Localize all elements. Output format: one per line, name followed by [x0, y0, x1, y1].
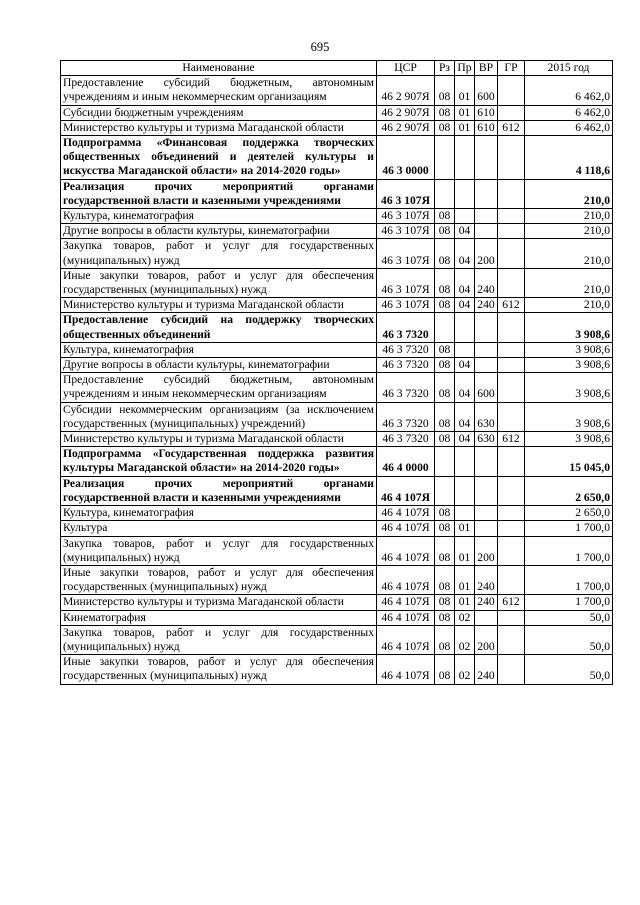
row-name	[61, 521, 377, 536]
row-gr	[498, 447, 525, 476]
row-csr: 46 4 107Я	[377, 521, 435, 536]
row-name-text: Подпрограмма «Государственная поддержка развития культуры Магаданской области» на 2014-2020 годы»	[63, 447, 374, 475]
row-pr: 01	[455, 76, 475, 105]
row-gr	[498, 313, 525, 342]
row-amount: 3 908,6	[525, 313, 613, 342]
row-rz: 08	[435, 224, 455, 239]
row-pr: 01	[455, 536, 475, 565]
row-name	[61, 342, 377, 357]
row-name-text: Министерство культуры и туризма Магаданской области	[63, 432, 344, 446]
table-row	[61, 342, 613, 357]
row-name-text: Культура, кинематография	[63, 209, 194, 223]
row-name-text: Министерство культуры и туризма Магаданской области	[63, 298, 344, 312]
row-name	[61, 268, 377, 297]
row-rz: 08	[435, 595, 455, 610]
row-rz: 08	[435, 506, 455, 521]
row-rz	[435, 136, 455, 180]
row-pr: 04	[455, 298, 475, 313]
row-vr	[475, 136, 498, 180]
row-gr	[498, 76, 525, 105]
row-rz: 08	[435, 655, 455, 684]
row-rz	[435, 447, 455, 476]
table-row	[61, 120, 613, 135]
table-row	[61, 179, 613, 208]
row-vr: 240	[475, 298, 498, 313]
table-row	[61, 536, 613, 565]
row-vr	[475, 521, 498, 536]
row-name	[61, 105, 377, 120]
row-pr	[455, 136, 475, 180]
budget-table	[60, 60, 613, 685]
row-gr	[498, 209, 525, 224]
row-csr: 46 4 107Я	[377, 565, 435, 594]
row-vr	[475, 224, 498, 239]
row-rz	[435, 179, 455, 208]
row-pr: 01	[455, 521, 475, 536]
header-vr: ВР	[475, 61, 498, 76]
row-gr	[498, 136, 525, 180]
row-amount: 2 650,0	[525, 476, 613, 505]
row-vr	[475, 179, 498, 208]
row-rz	[435, 476, 455, 505]
row-name	[61, 610, 377, 625]
row-name	[61, 655, 377, 684]
row-gr: 612	[498, 595, 525, 610]
row-amount: 1 700,0	[525, 565, 613, 594]
row-amount: 3 908,6	[525, 373, 613, 402]
row-pr: 04	[455, 239, 475, 268]
row-rz: 08	[435, 625, 455, 654]
row-csr: 46 4 107Я	[377, 655, 435, 684]
row-name	[61, 298, 377, 313]
table-row	[61, 105, 613, 120]
row-pr	[455, 313, 475, 342]
row-vr: 240	[475, 595, 498, 610]
row-csr: 46 3 7320	[377, 373, 435, 402]
row-pr: 01	[455, 120, 475, 135]
row-vr	[475, 447, 498, 476]
row-name-text: Иные закупки товаров, работ и услуг для обеспечения государственных (муниципальных) нужд	[63, 268, 374, 297]
row-amount: 50,0	[525, 625, 613, 654]
row-rz: 08	[435, 268, 455, 297]
row-vr: 630	[475, 432, 498, 447]
row-rz: 08	[435, 209, 455, 224]
header-name: Наименование	[61, 61, 377, 76]
row-vr	[475, 358, 498, 373]
row-pr: 02	[455, 625, 475, 654]
row-name-text: Закупка товаров, работ и услуг для государственных (муниципальных) нужд	[63, 536, 374, 564]
row-amount: 2 650,0	[525, 506, 613, 521]
row-name-text: Министерство культуры и туризма Магаданской области	[63, 120, 344, 134]
row-name	[61, 358, 377, 373]
row-pr	[455, 209, 475, 224]
row-vr: 600	[475, 373, 498, 402]
row-vr	[475, 313, 498, 342]
row-rz: 08	[435, 432, 455, 447]
row-amount: 6 462,0	[525, 120, 613, 135]
row-amount: 6 462,0	[525, 105, 613, 120]
row-gr	[498, 506, 525, 521]
row-rz: 08	[435, 610, 455, 625]
row-pr: 02	[455, 610, 475, 625]
row-name	[61, 565, 377, 594]
row-csr: 46 4 107Я	[377, 595, 435, 610]
table-row	[61, 432, 613, 447]
row-rz: 08	[435, 76, 455, 105]
row-gr	[498, 402, 525, 431]
row-csr: 46 3 107Я	[377, 268, 435, 297]
row-gr	[498, 565, 525, 594]
row-csr: 46 4 107Я	[377, 610, 435, 625]
row-gr	[498, 625, 525, 654]
row-name	[61, 625, 377, 654]
row-pr: 01	[455, 565, 475, 594]
row-name-text: Иные закупки товаров, работ и услуг для обеспечения государственных (муниципальных) нужд	[63, 565, 374, 594]
row-pr: 04	[455, 402, 475, 431]
row-vr: 240	[475, 655, 498, 684]
row-pr: 02	[455, 655, 475, 684]
row-csr: 46 3 107Я	[377, 298, 435, 313]
row-name	[61, 120, 377, 135]
row-csr: 46 4 107Я	[377, 536, 435, 565]
row-gr	[498, 536, 525, 565]
row-rz: 08	[435, 120, 455, 135]
row-pr: 04	[455, 358, 475, 373]
row-name	[61, 313, 377, 342]
row-csr: 46 3 7320	[377, 342, 435, 357]
header-rz: Рз	[435, 61, 455, 76]
row-vr: 630	[475, 402, 498, 431]
row-gr	[498, 224, 525, 239]
row-amount: 3 908,6	[525, 342, 613, 357]
row-vr: 240	[475, 565, 498, 594]
row-vr	[475, 506, 498, 521]
row-pr	[455, 342, 475, 357]
row-csr: 46 3 7320	[377, 432, 435, 447]
row-amount: 3 908,6	[525, 358, 613, 373]
row-rz: 08	[435, 521, 455, 536]
table-row	[61, 655, 613, 684]
row-pr	[455, 506, 475, 521]
row-vr: 610	[475, 120, 498, 135]
row-name-text: Субсидии некоммерческим организациям (за исключением государственных (муниципальных) учреждений)	[63, 402, 374, 430]
row-name	[61, 179, 377, 208]
row-csr: 46 3 107Я	[377, 239, 435, 268]
table-row	[61, 136, 613, 180]
row-name-text: Другие вопросы в области культуры, кинематографии	[63, 358, 330, 372]
row-name-text: Предоставление субсидий на поддержку творческих общественных объединений	[63, 313, 374, 341]
row-amount: 6 462,0	[525, 76, 613, 105]
table-row	[61, 595, 613, 610]
row-vr: 600	[475, 76, 498, 105]
row-name-text: Подпрограмма «Финансовая поддержка творческих общественных объединений и деятелей культуры и искусства Магаданской области» на 2014-2020 годы»	[63, 136, 374, 178]
row-name	[61, 506, 377, 521]
row-gr: 612	[498, 298, 525, 313]
row-csr: 46 2 907Я	[377, 120, 435, 135]
row-gr	[498, 268, 525, 297]
row-amount: 1 700,0	[525, 521, 613, 536]
row-rz: 08	[435, 402, 455, 431]
row-name	[61, 76, 377, 105]
row-vr	[475, 476, 498, 505]
row-gr	[498, 105, 525, 120]
row-amount: 210,0	[525, 209, 613, 224]
row-pr: 01	[455, 105, 475, 120]
row-name	[61, 595, 377, 610]
row-amount: 15 045,0	[525, 447, 613, 476]
row-gr	[498, 239, 525, 268]
row-name	[61, 224, 377, 239]
row-vr	[475, 342, 498, 357]
row-csr: 46 4 0000	[377, 447, 435, 476]
row-name	[61, 476, 377, 505]
page-number: 695	[310, 40, 330, 54]
row-rz: 08	[435, 536, 455, 565]
row-amount: 4 118,6	[525, 136, 613, 180]
row-amount: 210,0	[525, 224, 613, 239]
row-pr	[455, 447, 475, 476]
row-amount: 1 700,0	[525, 595, 613, 610]
row-vr: 240	[475, 268, 498, 297]
row-gr	[498, 655, 525, 684]
row-vr: 200	[475, 239, 498, 268]
row-name-text: Реализация прочих мероприятий органами государственной власти и казенными учреждениями	[63, 476, 374, 504]
row-vr: 610	[475, 105, 498, 120]
row-name	[61, 209, 377, 224]
row-gr	[498, 521, 525, 536]
table-row	[61, 447, 613, 476]
row-name	[61, 447, 377, 476]
row-csr: 46 3 107Я	[377, 179, 435, 208]
row-name-text: Предоставление субсидий бюджетным, автономным учреждениям и иным некоммерческим организациям	[63, 76, 374, 104]
table-row	[61, 358, 613, 373]
row-name	[61, 373, 377, 402]
row-amount: 3 908,6	[525, 432, 613, 447]
row-amount: 210,0	[525, 298, 613, 313]
row-gr	[498, 373, 525, 402]
row-amount: 210,0	[525, 268, 613, 297]
row-rz: 08	[435, 373, 455, 402]
row-pr	[455, 179, 475, 208]
row-amount: 210,0	[525, 239, 613, 268]
table-row	[61, 476, 613, 505]
row-csr: 46 4 107Я	[377, 506, 435, 521]
row-gr: 612	[498, 432, 525, 447]
table-row	[61, 224, 613, 239]
table-row	[61, 565, 613, 594]
row-rz: 08	[435, 358, 455, 373]
row-vr: 200	[475, 625, 498, 654]
row-name-text: Субсидии бюджетным учреждениям	[63, 105, 244, 119]
row-name-text: Закупка товаров, работ и услуг для государственных (муниципальных) нужд	[63, 239, 374, 267]
table-row	[61, 268, 613, 297]
row-name	[61, 136, 377, 180]
header-row	[61, 61, 613, 76]
row-rz: 08	[435, 565, 455, 594]
table-row	[61, 521, 613, 536]
row-rz: 08	[435, 298, 455, 313]
row-csr: 46 3 107Я	[377, 209, 435, 224]
row-rz: 08	[435, 239, 455, 268]
row-amount: 1 700,0	[525, 536, 613, 565]
row-gr	[498, 476, 525, 505]
row-amount: 210,0	[525, 179, 613, 208]
row-name	[61, 432, 377, 447]
table-row	[61, 373, 613, 402]
table-row	[61, 298, 613, 313]
table-row	[61, 239, 613, 268]
row-name-text: Министерство культуры и туризма Магаданской области	[63, 595, 344, 609]
row-amount: 50,0	[525, 610, 613, 625]
row-vr	[475, 209, 498, 224]
row-name-text: Культура, кинематография	[63, 342, 194, 356]
row-pr: 04	[455, 224, 475, 239]
header-pr: Пр	[455, 61, 475, 76]
row-name-text: Закупка товаров, работ и услуг для государственных (муниципальных) нужд	[63, 625, 374, 653]
row-csr: 46 3 7320	[377, 358, 435, 373]
row-vr	[475, 610, 498, 625]
row-name-text: Предоставление субсидий бюджетным, автономным учреждениям и иным некоммерческим организациям	[63, 373, 374, 401]
row-pr: 01	[455, 595, 475, 610]
row-pr: 04	[455, 432, 475, 447]
row-pr: 04	[455, 268, 475, 297]
table-row	[61, 209, 613, 224]
row-rz	[435, 313, 455, 342]
table-row	[61, 76, 613, 105]
row-csr: 46 2 907Я	[377, 76, 435, 105]
row-pr: 04	[455, 373, 475, 402]
table-row	[61, 610, 613, 625]
row-gr	[498, 179, 525, 208]
row-name-text: Реализация прочих мероприятий органами государственной власти и казенными учреждениями	[63, 179, 374, 207]
row-csr: 46 4 107Я	[377, 625, 435, 654]
row-name-text: Культура	[63, 521, 108, 535]
row-gr: 612	[498, 120, 525, 135]
row-name	[61, 239, 377, 268]
row-csr: 46 3 7320	[377, 313, 435, 342]
row-gr	[498, 610, 525, 625]
row-name-text: Кинематография	[63, 610, 146, 624]
row-pr	[455, 476, 475, 505]
row-name-text: Культура, кинематография	[63, 506, 194, 520]
table-row	[61, 625, 613, 654]
row-vr: 200	[475, 536, 498, 565]
table-row	[61, 506, 613, 521]
row-csr: 46 3 107Я	[377, 224, 435, 239]
row-gr	[498, 358, 525, 373]
row-name	[61, 402, 377, 431]
row-amount: 3 908,6	[525, 402, 613, 431]
header-csr: ЦСР	[377, 61, 435, 76]
row-gr	[498, 342, 525, 357]
row-name	[61, 536, 377, 565]
table-row	[61, 313, 613, 342]
header-year: 2015 год	[525, 61, 613, 76]
row-csr: 46 4 107Я	[377, 476, 435, 505]
row-amount: 50,0	[525, 655, 613, 684]
row-csr: 46 3 7320	[377, 402, 435, 431]
row-rz: 08	[435, 342, 455, 357]
row-csr: 46 2 907Я	[377, 105, 435, 120]
row-name-text: Иные закупки товаров, работ и услуг для обеспечения государственных (муниципальных) нужд	[63, 655, 374, 683]
header-gr: ГР	[498, 61, 525, 76]
row-rz: 08	[435, 105, 455, 120]
row-csr: 46 3 0000	[377, 136, 435, 180]
row-name-text: Другие вопросы в области культуры, кинематографии	[63, 224, 330, 238]
table-row	[61, 402, 613, 431]
